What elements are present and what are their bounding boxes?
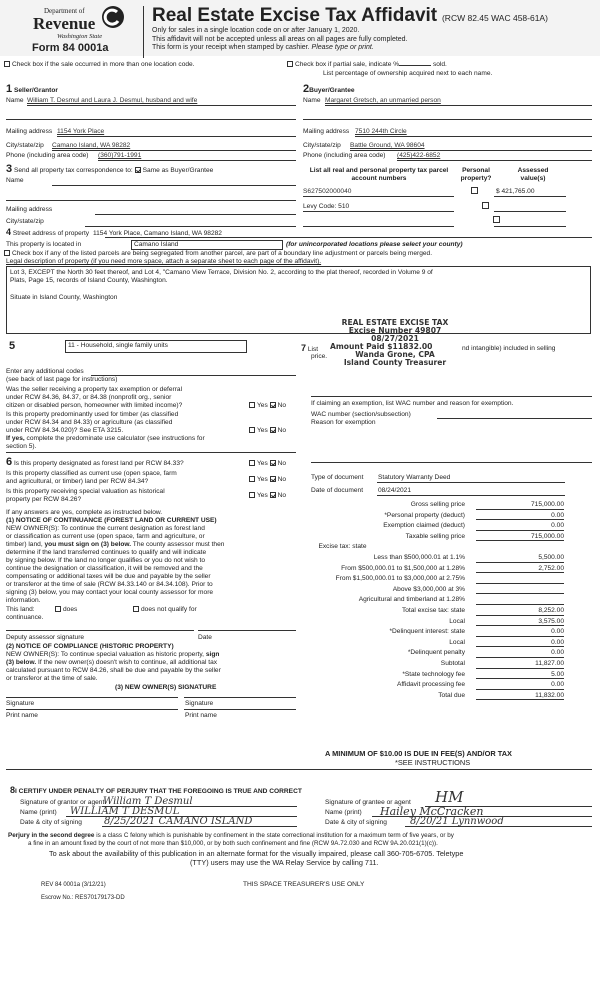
divider xyxy=(6,452,296,453)
parcel-header-personal: Personal property? xyxy=(460,167,492,182)
agency-line1: Department of xyxy=(44,7,85,15)
corr-mailing-field[interactable] xyxy=(95,214,296,215)
buyer-city-field[interactable]: Battle Ground, WA 98604 xyxy=(350,142,425,149)
grantor-date-label: Date & city of signing xyxy=(20,819,82,826)
perjury-bold: Perjury in the second degree xyxy=(8,832,95,839)
owner-print-name-field[interactable] xyxy=(6,709,178,710)
legal-label: Legal description of property (if you need more space, attach a separate sheet to each page of the affidavit). xyxy=(6,258,322,265)
tax-line-value[interactable]: 0.00 xyxy=(476,681,564,690)
no-checkbox[interactable] xyxy=(270,427,276,433)
seller-name-label: Name xyxy=(6,97,24,104)
deputy-signature-field[interactable] xyxy=(6,630,194,631)
parcel-number[interactable]: S627502000040 xyxy=(303,188,352,195)
checkbox-icon xyxy=(287,61,293,67)
notice-text: signing (3) below, you may contact your local county assessor for more xyxy=(6,589,214,596)
buyer-phone-label: Phone (including area code) xyxy=(303,152,386,159)
no-checkbox[interactable] xyxy=(270,492,276,498)
reason-field[interactable] xyxy=(311,462,592,463)
tax-line-label: Above $3,000,000 at 3% xyxy=(392,585,465,593)
grantee-signature-label: Signature of grantee or agent xyxy=(325,799,411,806)
tax-line-label: Total due xyxy=(438,691,465,699)
buyer-city-label: City/state/zip xyxy=(303,142,341,149)
stamp-line3: 08/27/2021 xyxy=(371,333,419,343)
buyer-name-line2[interactable] xyxy=(303,119,592,120)
notice-text: or transferor at the time of sale (RCW 84.33.140 or 84.34.108). Prior to xyxy=(6,581,213,588)
notice-text: NEW OWNER(S): To continue the current designation as forest land xyxy=(6,525,205,532)
seller-city-label: City/state/zip xyxy=(6,142,44,149)
no-label: No xyxy=(277,476,287,483)
agency-line3: Washington State xyxy=(57,33,103,40)
tax-line-value[interactable]: 2,752.00 xyxy=(476,565,564,574)
notice-text-bold: you must sign on (3) below. xyxy=(44,541,132,548)
personal-property-checkbox[interactable] xyxy=(471,187,478,194)
notice-compliance-title: (2) NOTICE OF COMPLIANCE (HISTORIC PROPERTY) xyxy=(6,643,174,650)
field-line xyxy=(52,150,296,151)
yes-label: Yes xyxy=(257,427,268,434)
tax-line-label: Local xyxy=(449,617,465,625)
parcel-header-list: List all real and personal property tax parcel account numbers xyxy=(309,167,449,182)
legal-line2: Plats, Page 15, records of Island County, Washington. xyxy=(10,277,168,284)
if-yes-line2: section 5). xyxy=(6,443,37,450)
field-line xyxy=(303,196,454,197)
legal-line1: Lot 3, EXCEPT the North 30 feet thereof, and Lot 4, "Camano View Terrace, Division No. 2, according to the plat thereof, recorded in Volume 9 of xyxy=(10,269,433,276)
grantor-date-city[interactable]: 8/25/2021 CAMANO ISLAND xyxy=(104,816,253,827)
treasurer-stamp xyxy=(320,319,470,367)
corr-mailing-label: Mailing address xyxy=(6,206,53,213)
tax-line-label: Agricultural and timberland at 1.28% xyxy=(358,596,465,604)
seller-name-line xyxy=(27,105,296,106)
buyer-phone-field[interactable]: (425)422-6852 xyxy=(397,152,441,159)
grantor-name-label: Name (print) xyxy=(20,809,57,816)
legal-line3: Situate in Island County, Washington xyxy=(10,294,118,301)
partial-sale-checkbox[interactable] xyxy=(287,61,447,69)
stamp-line6: Island County Treasurer xyxy=(343,357,447,367)
notice-text: compensating or additional taxes will be due and payable by the seller xyxy=(6,573,211,580)
grantee-date-city[interactable]: 8/20/21 Lynnwood xyxy=(410,816,504,827)
wac-label: WAC number (section/subsection) xyxy=(311,411,411,418)
additional-codes-field[interactable] xyxy=(91,375,296,376)
yes-checkbox[interactable] xyxy=(249,460,255,466)
seller-mailing-label: Mailing address xyxy=(6,128,53,135)
signature-label: Signature xyxy=(6,700,35,707)
yes-label: Yes xyxy=(257,476,268,483)
accessibility-line2: (TTY) users may use the WA Relay Service by calling 711. xyxy=(190,858,379,867)
located-note: (for unincorporated locations please select your county) xyxy=(286,241,463,248)
buyer-mailing-field[interactable]: 7510 244th Circle xyxy=(355,128,407,135)
no-checkbox[interactable] xyxy=(270,402,276,408)
tax-line-value[interactable]: 715,000.00 xyxy=(476,501,564,510)
this-land-label: This land: xyxy=(6,606,35,613)
header-line3 xyxy=(152,44,374,52)
q-historic-line2: property per RCW 84.26? xyxy=(6,496,82,503)
if-any-note: If any answers are yes, complete as instructed below. xyxy=(6,509,163,516)
yes-checkbox[interactable] xyxy=(249,427,255,433)
assessed-value[interactable] xyxy=(494,226,566,227)
section-number: 2 xyxy=(303,83,310,95)
seller-phone-label: Phone (including area code) xyxy=(6,152,89,159)
q-timber-line3: under RCW 84.34.020)? See ETA 3215. xyxy=(6,427,124,434)
tax-line-label: From $1,500,000.01 to $3,000,000 at 2.75% xyxy=(335,575,465,583)
exemption-label: If claiming an exemption, list WAC number and reason for exemption. xyxy=(311,400,514,407)
parcel-number[interactable]: Levy Code: 510 xyxy=(303,203,350,210)
section-number: 3 xyxy=(6,163,13,175)
page-title xyxy=(152,6,548,29)
grantee-name-print[interactable]: Hailey McCracken xyxy=(380,805,484,818)
tax-line-value[interactable]: 0.00 xyxy=(476,649,564,658)
corr-city-field[interactable] xyxy=(85,226,296,227)
tax-line-label: Affidavit processing fee xyxy=(396,681,465,689)
correspondence-heading xyxy=(6,164,213,176)
date-label: Date xyxy=(198,634,212,641)
doc-date-label: Date of document xyxy=(311,487,364,494)
tax-line-value[interactable]: 11,832.00 xyxy=(476,692,564,701)
agency-line2: Revenue xyxy=(33,14,96,33)
title-citation: (RCW 82.45 WAC 458-61A) xyxy=(441,13,548,23)
stamp-amount-paid: Amount Paid $11832.00 xyxy=(330,341,433,351)
section-number: 4 xyxy=(6,227,12,237)
buyer-heading xyxy=(303,84,355,96)
tax-line-label: Less than $500,000.01 at 1.1% xyxy=(373,554,465,561)
correspondence-label: Send all property tax correspondence to: xyxy=(13,167,133,174)
q-exemption-line3: citizen or disabled person, homeowner with limited income)? xyxy=(6,402,183,409)
form-number: Form 84 0001a xyxy=(32,42,109,54)
title-text: Real Estate Excise Tax Affidavit xyxy=(152,5,438,26)
tax-line-label: Subtotal xyxy=(440,660,465,667)
grantee-name-label: Name (print) xyxy=(325,809,362,816)
q-forest-text: Is this property designated as forest land per RCW 84.33? xyxy=(13,460,184,467)
notice-text-a: timber) land, xyxy=(6,541,43,548)
tax-line-value[interactable]: 3,575.00 xyxy=(476,618,564,627)
section-number: 5 xyxy=(9,340,16,352)
multi-location-label: Check box if the sale occurred in more than one location code. xyxy=(12,61,195,68)
segregated-checkbox[interactable] xyxy=(4,250,432,258)
tax-line-label: *Delinquent penalty xyxy=(407,649,465,657)
use-code-select[interactable]: 11 - Household, single family units xyxy=(65,340,247,353)
field-line xyxy=(57,136,296,137)
tax-line-value[interactable]: 11,827.00 xyxy=(476,660,564,669)
grantor-signature[interactable]: William T Desmul xyxy=(103,796,193,807)
notice-text: continue the designation or classification, it will be removed and the xyxy=(6,565,203,572)
header-line3-italic: Please type or print. xyxy=(311,44,374,51)
assessed-value[interactable] xyxy=(494,211,566,212)
q-forest xyxy=(6,457,184,469)
field-line xyxy=(355,136,592,137)
header-line2: This affidavit will not be accepted unless all areas on all pages are fully completed. xyxy=(152,35,408,43)
notice-text xyxy=(6,541,224,549)
signature-label: Signature xyxy=(185,700,214,707)
tax-line-label: Taxable selling price xyxy=(405,532,465,540)
perjury-line2: a fine in an amount fixed by the court of not more than $10,000, or by both such confinement and fine (RCW 9A.72.030 and RCW 9A.20.021(1)(c)). xyxy=(28,840,438,847)
partial-percent-field[interactable] xyxy=(399,65,431,66)
q-historic-line1: Is this property receiving special valuation as historical xyxy=(6,488,165,495)
tax-line-label: From $500,000.01 to $1,500,000 at 1.28% xyxy=(341,564,465,572)
deputy-signature-label: Deputy assessor signature xyxy=(6,634,85,641)
does-label: does xyxy=(63,606,78,613)
no-label: No xyxy=(277,492,287,499)
minimum-note: A MINIMUM OF $10.00 IS DUE IN FEE(S) AND/OR TAX xyxy=(325,749,512,758)
grantee-signature[interactable]: HM xyxy=(435,788,464,806)
section-number: 7 xyxy=(301,343,307,353)
seller-name-field[interactable]: William T. Desmul and Laura J. Desmul, husband and wife xyxy=(27,97,198,104)
doc-date-field[interactable]: 08/24/2021 xyxy=(378,487,412,494)
checkbox-icon xyxy=(133,606,139,612)
yes-label: Yes xyxy=(257,460,268,467)
corr-name-label: Name xyxy=(6,177,24,184)
new-owner-signature-title: (3) NEW OWNER(S) SIGNATURE xyxy=(115,684,217,691)
owner-print-name-field-2[interactable] xyxy=(184,709,296,710)
field-line xyxy=(377,482,565,483)
no-checkbox[interactable] xyxy=(270,476,276,482)
no-label: No xyxy=(277,427,287,434)
tax-line-value[interactable]: 715,000.00 xyxy=(476,533,564,542)
q-current-use-line2: and agricultural, or timber) land per RCW 84.34? xyxy=(6,478,149,485)
tax-line-label: Exemption claimed (deduct) xyxy=(383,522,465,530)
section-number: 8 xyxy=(10,785,16,795)
perjury-text: is a class C felony which is punishable by confinement in the state correctional institution for a maximum term of five years, or by xyxy=(96,832,454,839)
seller-heading-text: Seller/Grantor xyxy=(13,87,58,94)
revision-label: REV 84 0001a (3/12/21) xyxy=(41,882,106,888)
grantor-signature-label: Signature of grantor or agent xyxy=(20,799,105,806)
segregated-label: Check box if any of the listed parcels are being segregated from another parcel, are part of a boundary line adjustment or parcels being merged. xyxy=(12,250,433,257)
field-line xyxy=(102,826,297,827)
field-line xyxy=(98,160,296,161)
yes-checkbox[interactable] xyxy=(249,492,255,498)
no-label: No xyxy=(277,402,287,409)
partial-sale-suffix: sold. xyxy=(432,61,447,68)
q-timber-line1: Is this property predominantly used for timber (as classified xyxy=(6,411,179,418)
section-number: 6 xyxy=(6,456,13,468)
q-exemption-yes-no[interactable] xyxy=(249,402,286,410)
notice-text: or transferor at the time of sale. xyxy=(6,675,98,682)
tax-line-value[interactable]: 0.00 xyxy=(476,522,564,531)
tax-line-label: Local xyxy=(449,638,465,646)
does-checkbox[interactable] xyxy=(55,606,77,614)
header-line3-text: This form is your receipt when stamped by cashier. xyxy=(152,44,310,51)
dor-logo-icon xyxy=(102,6,124,28)
located-label: This property is located in xyxy=(6,241,82,248)
parcel-header-assessed: Assessed value(s) xyxy=(517,167,549,182)
q-historic-yes-no[interactable] xyxy=(249,492,286,500)
field-line xyxy=(494,196,566,197)
doc-type-label: Type of document xyxy=(311,474,364,481)
corr-city-label: City/state/zip xyxy=(6,218,44,225)
buyer-mailing-label: Mailing address xyxy=(303,128,350,135)
multi-location-checkbox[interactable] xyxy=(4,61,195,69)
additional-codes-note: (see back of last page for instructions) xyxy=(6,376,118,383)
yes-checkbox[interactable] xyxy=(249,476,255,482)
price-label: price. xyxy=(311,353,328,360)
field-line xyxy=(303,211,454,212)
yes-label: Yes xyxy=(257,402,268,409)
see-instructions: *SEE INSTRUCTIONS xyxy=(395,758,471,767)
notice-continuance-title: (1) NOTICE OF CONTINUANCE (FOREST LAND OR CURRENT USE) xyxy=(6,517,217,524)
perjury-line1 xyxy=(8,832,454,839)
personal-property-checkbox[interactable] xyxy=(482,202,489,209)
located-select[interactable]: Camano Island xyxy=(131,240,283,250)
print-name-label: Print name xyxy=(6,712,38,719)
field-line xyxy=(325,105,592,106)
notice-text-b: If the new owner(s) doesn't wish to continue, all additional tax xyxy=(38,659,218,666)
seller-heading xyxy=(6,84,58,96)
field-line xyxy=(397,160,592,161)
seller-city-field[interactable]: Camano Island, WA 98282 xyxy=(52,142,131,149)
notice-text: information. xyxy=(6,597,41,604)
checkbox-icon xyxy=(55,606,61,612)
escrow-number: Escrow No.: RES70179173-DD xyxy=(41,895,125,901)
personal-property-checkbox[interactable] xyxy=(493,216,500,223)
if-yes-bold: If yes, xyxy=(6,435,25,442)
q-current-use-yes-no[interactable] xyxy=(249,476,286,484)
field-line xyxy=(105,237,592,238)
does-not-checkbox[interactable] xyxy=(133,606,197,614)
reason-label: Reason for exemption xyxy=(311,419,376,426)
notice-text-a: NEW OWNER(S): To continue special valuation as historic property, xyxy=(6,651,205,658)
if-yes-rest: complete the predominate use calculator (see instructions for xyxy=(26,435,205,442)
stamp-line2: Excise Number 49807 xyxy=(348,325,442,335)
seller-name-line2[interactable] xyxy=(6,119,296,120)
same-as-buyer-label: Same as Buyer/Grantee xyxy=(142,167,214,174)
doc-type-field[interactable]: Statutory Warranty Deed xyxy=(378,474,451,481)
tax-line-label: Total excise tax: state xyxy=(401,607,465,614)
tax-line-value[interactable] xyxy=(476,575,564,584)
list-suffix: nd intangible) included in selling xyxy=(462,345,556,352)
buyer-name-label: Name xyxy=(303,97,321,104)
q-forest-yes-no[interactable] xyxy=(249,460,286,468)
grantee-date-label: Date & city of signing xyxy=(325,819,387,826)
notice-text: determine if the land transferred continues to qualify and will indicate xyxy=(6,549,207,556)
tax-line-value[interactable]: 5,500.00 xyxy=(476,554,564,563)
parcel-number[interactable] xyxy=(303,226,454,227)
tax-line-value[interactable]: 0.00 xyxy=(476,512,564,521)
tax-line-value[interactable]: 5.00 xyxy=(476,671,564,680)
tax-line-value[interactable]: 0.00 xyxy=(476,639,564,648)
notice-text-c: The county assessor must then xyxy=(132,541,225,548)
field-line xyxy=(350,150,592,151)
corr-name-line2[interactable] xyxy=(6,200,296,201)
checkbox-icon xyxy=(4,250,10,256)
certify-text: I CERTIFY UNDER PENALTY OF PERJURY THAT THE FOREGOING IS TRUE AND CORRECT xyxy=(15,788,302,795)
tax-line-label: *Delinquent interest: state xyxy=(389,628,465,636)
stamp-line1: REAL ESTATE EXCISE TAX xyxy=(341,318,449,327)
tax-line-value[interactable] xyxy=(476,596,564,605)
divider xyxy=(6,769,592,770)
notice-text xyxy=(6,659,217,667)
street-field[interactable]: 1154 York Place, Camano Island, WA 98282 xyxy=(92,230,222,237)
same-as-buyer-checkbox[interactable] xyxy=(135,167,141,173)
tax-line-label: *State technology fee xyxy=(402,670,465,678)
no-checkbox[interactable] xyxy=(270,460,276,466)
ownership-note: List percentage of ownership acquired next to each name. xyxy=(323,69,493,77)
personal-property-list-field[interactable] xyxy=(311,396,592,397)
notice-text xyxy=(6,651,219,659)
no-label: No xyxy=(277,460,287,467)
partial-sale-label: Check box if partial sale, indicate % xyxy=(295,61,400,68)
q-exemption-line2: under RCW 84.36, 84.37, or 84.38 (nonprofit org., senior xyxy=(6,394,172,401)
buyer-name-field[interactable]: Margaret Gretsch, an unmarried person xyxy=(325,97,441,104)
header-divider xyxy=(143,6,144,58)
notice-text-bold: (3) below. xyxy=(6,659,37,666)
stamp-line5: Wanda Grone, CPA xyxy=(355,349,435,359)
owner-signature-field[interactable] xyxy=(6,697,178,698)
yes-checkbox[interactable] xyxy=(249,402,255,408)
notice-text: or classification as current use (open space, farm and agriculture, or xyxy=(6,533,205,540)
header-line1: Only for sales in a single location code on or after January 1, 2020. xyxy=(152,27,360,34)
legal-description-box[interactable] xyxy=(6,266,591,334)
yes-label: Yes xyxy=(257,492,268,499)
section-number: 1 xyxy=(6,83,13,95)
continuance-label: continuance. xyxy=(6,614,44,621)
treasurer-use-label: THIS SPACE TREASURER'S USE ONLY xyxy=(243,881,365,888)
tax-line-label: Gross selling price xyxy=(410,501,465,508)
seller-mailing-field[interactable]: 1154 York Place xyxy=(57,128,105,135)
buyer-heading-text: Buyer/Grantee xyxy=(309,87,355,94)
q-timber-yes-no[interactable] xyxy=(249,427,286,435)
accessibility-line1: To ask about the availability of this publication in an alternate format for the visually impaired, please call 360-705-6705. Teletype xyxy=(49,849,464,858)
notice-text: by signing below. If the land no longer qualifies or you do not wish to xyxy=(6,557,206,564)
if-yes-note xyxy=(6,435,205,443)
seller-phone-field[interactable]: (360)791-1991 xyxy=(98,152,142,159)
certify-heading xyxy=(10,786,302,796)
checkbox-icon xyxy=(4,61,10,67)
grantor-name-print[interactable]: WILLIAM T DESMUL xyxy=(70,806,180,817)
notice-text: calculated pursuant to RCW 84.26, shall be due and payable by the seller xyxy=(6,667,221,674)
list-prefix: List xyxy=(307,346,319,353)
assessed-value[interactable]: $ 421,765.00 xyxy=(496,188,535,195)
q-current-use-line1: Is this property classified as current use (open space, farm xyxy=(6,470,177,477)
tax-line-value[interactable] xyxy=(476,586,564,595)
field-line xyxy=(377,495,565,496)
tax-line-value[interactable]: 0.00 xyxy=(476,628,564,637)
wac-field[interactable] xyxy=(437,418,592,419)
corr-name-field[interactable] xyxy=(52,185,296,186)
tax-line-label: Excise tax: state xyxy=(318,543,367,551)
notice-text-bold: sign xyxy=(205,651,220,658)
print-name-label: Print name xyxy=(185,712,217,719)
q-exemption-line1: Was the seller receiving a property tax exemption or deferral xyxy=(6,386,183,393)
q-timber-line2: under RCW 84.34 and 84.33) or agriculture (as classified xyxy=(6,419,173,426)
does-not-label: does not qualify for xyxy=(141,606,197,613)
additional-codes-label: Enter any additional codes xyxy=(6,368,84,375)
field-line xyxy=(405,826,592,827)
street-label: Street address of property xyxy=(12,230,90,237)
tax-line-value[interactable]: 8,252.00 xyxy=(476,607,564,616)
tax-line-label: *Personal property (deduct) xyxy=(384,511,465,519)
